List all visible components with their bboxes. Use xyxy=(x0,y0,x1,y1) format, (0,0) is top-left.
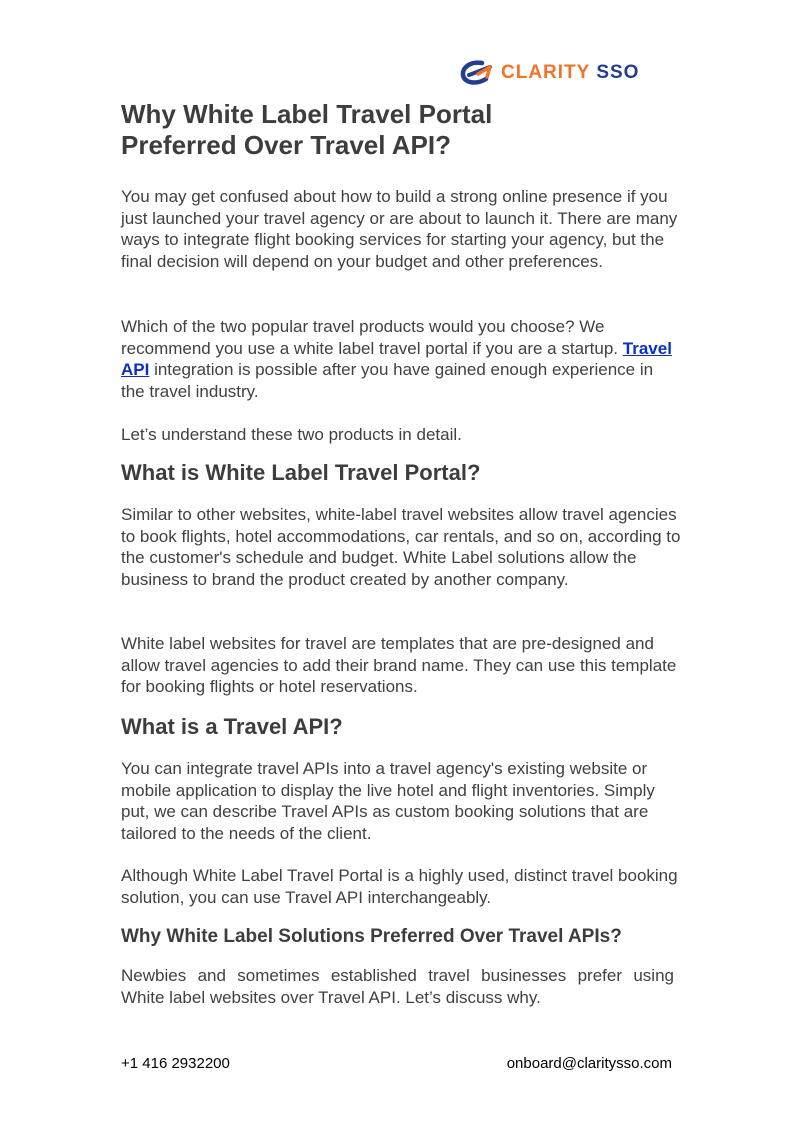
travel-api-link[interactable]: Travel API xyxy=(121,338,672,379)
page-title xyxy=(121,99,492,161)
page-title-line-1: Why White Label Travel Portal xyxy=(121,99,493,129)
page-title-line-2: Preferred Over Travel API? xyxy=(121,130,451,160)
intro-paragraph-2 xyxy=(121,316,681,402)
footer-email: onboard@claritysso.com xyxy=(506,1055,672,1072)
logo-text-clarity: CLARITY xyxy=(501,62,591,83)
logo-text-sso: SSO xyxy=(596,62,640,83)
travel-api-paragraph-2: Although White Label Travel Portal is a highly used, distinct travel booking solution, you can use Travel API interchangeably. xyxy=(121,866,678,907)
heading-why-white-label: Why White Label Solutions Preferred Over Travel APIs? xyxy=(121,926,622,947)
white-label-paragraph-2: White label websites for travel are templates that are pre-designed and allow travel agencies to add their brand name. They can use this template for booking flights or hotel reservations. xyxy=(121,634,677,696)
heading-travel-api: What is a Travel API? xyxy=(121,714,343,739)
intro-paragraph-2-text-before: Which of the two popular travel products would you choose? We recommend you use a white label travel portal if you are a startup. xyxy=(121,317,623,358)
footer-phone: +1 416 2932200 xyxy=(121,1055,230,1072)
intro-paragraph-1: You may get confused about how to build a strong online presence if you just launched your travel agency or are about to launch it. There are many ways to integrate flight booking services for starting your agency, but the final decision will depend on your budget and other preferences. xyxy=(121,187,678,271)
travel-api-paragraph-1: You can integrate travel APIs into a travel agency's existing website or mobile application to display the live hotel and flight inventories. Simply put, we can describe Travel APIs as custom booking solutions that are tailored to the needs of the client. xyxy=(121,759,655,843)
intro-paragraph-3: Let’s understand these two products in detail. xyxy=(121,425,462,444)
intro-paragraph-2-text-after: integration is possible after you have gained enough experience in the travel industry. xyxy=(121,360,654,401)
heading-white-label-portal: What is White Label Travel Portal? xyxy=(121,460,481,485)
why-paragraph-1: Newbies and sometimes established travel businesses prefer using White label websites over Travel API. Let’s discuss why. xyxy=(121,966,674,1007)
logo-wordmark xyxy=(501,62,639,84)
clarity-logo-icon xyxy=(460,60,498,86)
white-label-paragraph-1: Similar to other websites, white-label travel websites allow travel agencies to book flights, hotel accommodations, car rentals, and so on, according to the customer's schedule and budget. White Label solutions allow the business to brand the product created by another company. xyxy=(121,505,681,589)
brand-logo xyxy=(460,60,672,86)
